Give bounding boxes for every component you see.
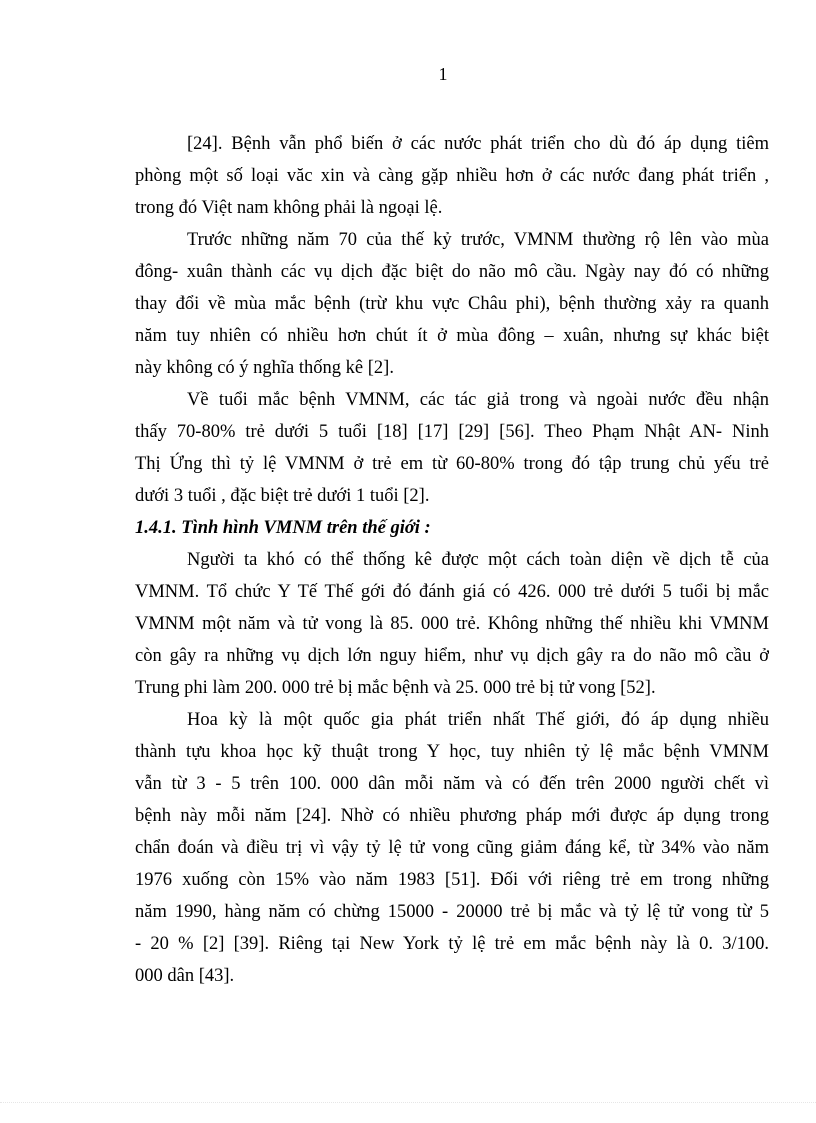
text-line: VMNM. Tổ chức Y Tế Thế gới đó đánh giá có 426. 000 trẻ dưới 5 tuổi bị mắc: [135, 582, 769, 602]
text-line: Trước những năm 70 của thế kỷ trước, VMNM thường rộ lên vào mùa: [187, 230, 769, 250]
text-line: đông- xuân thành các vụ dịch đặc biệt do não mô cầu. Ngày nay đó có những: [135, 262, 769, 282]
text-line: [24]. Bệnh vẫn phổ biến ở các nước phát triển cho dù đó áp dụng tiêm: [187, 134, 769, 154]
text-line: - 20 % [2] [39]. Riêng tại New York tỷ lệ trẻ em mắc bệnh này là 0. 3/100.: [135, 934, 769, 954]
text-line: 000 dân [43].: [135, 966, 235, 986]
text-line: Trung phi làm 200. 000 trẻ bị mắc bệnh và 25. 000 trẻ bị tử vong [52].: [135, 678, 656, 698]
paragraph: [135, 224, 769, 384]
text-line: dưới 3 tuổi , đặc biệt trẻ dưới 1 tuổi [2].: [135, 486, 430, 506]
text-line: 1976 xuống còn 15% vào năm 1983 [51]. Đối với riêng trẻ em trong những: [135, 870, 769, 890]
page-bottom-divider: [0, 1102, 816, 1103]
text-line: Về tuổi mắc bệnh VMNM, các tác giả trong và ngoài nước đều nhận: [187, 390, 769, 410]
text-line: bệnh này mỗi năm [24]. Nhờ có nhiều phương pháp mới được áp dụng trong: [135, 806, 769, 826]
document-body: [135, 128, 769, 992]
text-line: chẩn đoán và điều trị vì vậy tỷ lệ tử vong cũng giảm đáng kể, từ 34% vào năm: [135, 838, 769, 858]
text-line: vẫn từ 3 - 5 trên 100. 000 dân mỗi năm và có đến trên 2000 người chết vì: [135, 774, 769, 794]
paragraph: [135, 128, 769, 224]
text-line: thay đổi về mùa mắc bệnh (trừ khu vực Châu phi), bệnh thường xảy ra quanh: [135, 294, 769, 314]
paragraph: [135, 384, 769, 512]
text-line: VMNM một năm và tử vong là 85. 000 trẻ. Không những thế nhiều khi VMNM: [135, 614, 769, 634]
text-line: này không có ý nghĩa thống kê [2].: [135, 358, 394, 378]
text-line: còn gây ra những vụ dịch lớn nguy hiểm, như vụ dịch gây ra do não mô cầu ở: [135, 646, 769, 666]
text-line: Thị Ứng thì tỷ lệ VMNM ở trẻ em từ 60-80% trong đó tập trung chủ yếu trẻ: [135, 454, 769, 474]
text-line: thành tựu khoa học kỹ thuật trong Y học, tuy nhiên tỷ lệ mắc bệnh VMNM: [135, 742, 769, 762]
text-line: năm 1990, hàng năm có chừng 15000 - 20000 trẻ bị mắc và tỷ lệ tử vong từ 5: [135, 902, 769, 922]
paragraph: [135, 544, 769, 704]
text-line: thấy 70-80% trẻ dưới 5 tuổi [18] [17] [29] [56]. Theo Phạm Nhật AN- Ninh: [135, 422, 769, 442]
text-line: năm tuy nhiên có nhiều hơn chút ít ở mùa đông – xuân, nhưng sự khác biệt: [135, 326, 769, 346]
page-number: 1: [438, 64, 448, 84]
text-line: phòng một số loại văc xin và càng gặp nhiều hơn ở các nước đang phát triển ,: [135, 166, 769, 186]
text-line: trong đó Việt nam không phải là ngoại lệ.: [135, 198, 443, 218]
text-line: Hoa kỳ là một quốc gia phát triển nhất Thế giới, đó áp dụng nhiều: [187, 710, 769, 730]
section-heading: 1.4.1. Tình hình VMNM trên thế giới :: [135, 518, 431, 538]
paragraph: [135, 704, 769, 992]
text-line: Người ta khó có thể thống kê được một cách toàn diện về dịch tễ của: [187, 550, 769, 570]
